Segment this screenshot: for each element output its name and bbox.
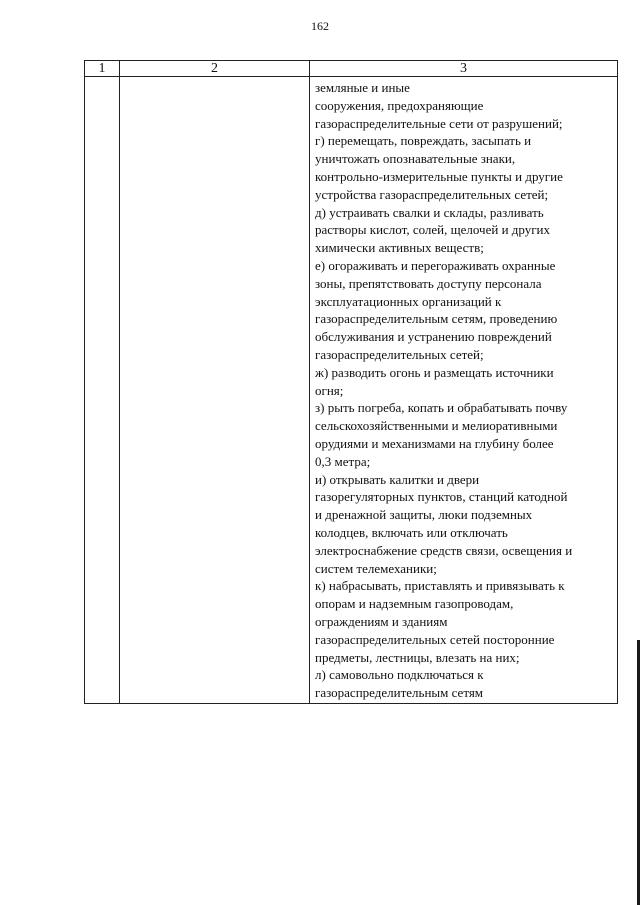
text-line: 0,3 метра; (315, 453, 371, 469)
text-line: и дренажной защиты, люки подземных (315, 507, 533, 523)
text-line: сельскохозяйственными и мелиоративными (315, 418, 558, 434)
text-line: ж) разводить огонь и размещать источники (315, 364, 554, 380)
text-line: предметы, лестницы, влезать на них; (315, 649, 520, 665)
text-line: е) огораживать и перегораживать охранные (315, 257, 556, 273)
text-line: устройства газораспределительных сетей; (315, 186, 549, 202)
text-line: химически активных веществ; (315, 240, 484, 256)
text-line: газораспределительным сетям, проведению (315, 311, 558, 327)
column-header-3: 3 (310, 61, 618, 77)
text-line: газорегуляторных пунктов, станций катодной (315, 489, 568, 505)
column-1-cell (85, 77, 120, 704)
text-line: уничтожать опознавательные знаки, (315, 151, 516, 167)
text-line: и) открывать калитки и двери (315, 471, 480, 487)
text-line: д) устраивать свалки и склады, разливать (315, 204, 544, 220)
column-2-cell (120, 77, 310, 704)
text-line: колодцев, включать или отключать (315, 524, 508, 540)
table-header-row (85, 61, 618, 77)
text-line: газораспределительных сетей посторонние (315, 631, 555, 647)
text-line: газораспределительных сетей; (315, 346, 484, 362)
text-line: газораспределительные сети от разрушений; (315, 115, 563, 131)
text-line: зоны, препятствовать доступу персонала (315, 275, 542, 291)
table-body-row (85, 77, 618, 704)
text-line: орудиями и механизмами на глубину более (315, 435, 554, 451)
text-line: растворы кислот, солей, щелочей и других (315, 222, 551, 238)
page-number: 162 (311, 19, 329, 33)
column-header-1: 1 (85, 61, 120, 77)
text-line: контрольно-измерительные пункты и другие (315, 168, 563, 184)
column-3-cell (310, 77, 618, 704)
text-line: ограждениям и зданиям (315, 613, 448, 629)
text-line: г) перемещать, повреждать, засыпать и (315, 133, 532, 149)
column-header-2: 2 (120, 61, 310, 77)
text-line: з) рыть погреба, копать и обрабатывать почву (315, 400, 568, 416)
text-line: сооружения, предохраняющие (315, 97, 484, 113)
text-line: электроснабжение средств связи, освещения и (315, 542, 573, 558)
text-line: к) набрасывать, приставлять и привязывать к (315, 578, 565, 594)
text-line: систем телемеханики; (315, 560, 437, 576)
text-line: л) самовольно подключаться к (315, 667, 484, 683)
text-line: опорам и надземным газопроводам, (315, 596, 514, 612)
text-line: обслуживания и устранению повреждений (315, 329, 552, 345)
text-line: огня; (315, 382, 344, 398)
text-line: газораспределительным сетям (315, 685, 484, 701)
text-line: земляные и иные (315, 80, 410, 95)
text-line: эксплуатационных организаций к (315, 293, 502, 309)
document-table (84, 60, 618, 704)
